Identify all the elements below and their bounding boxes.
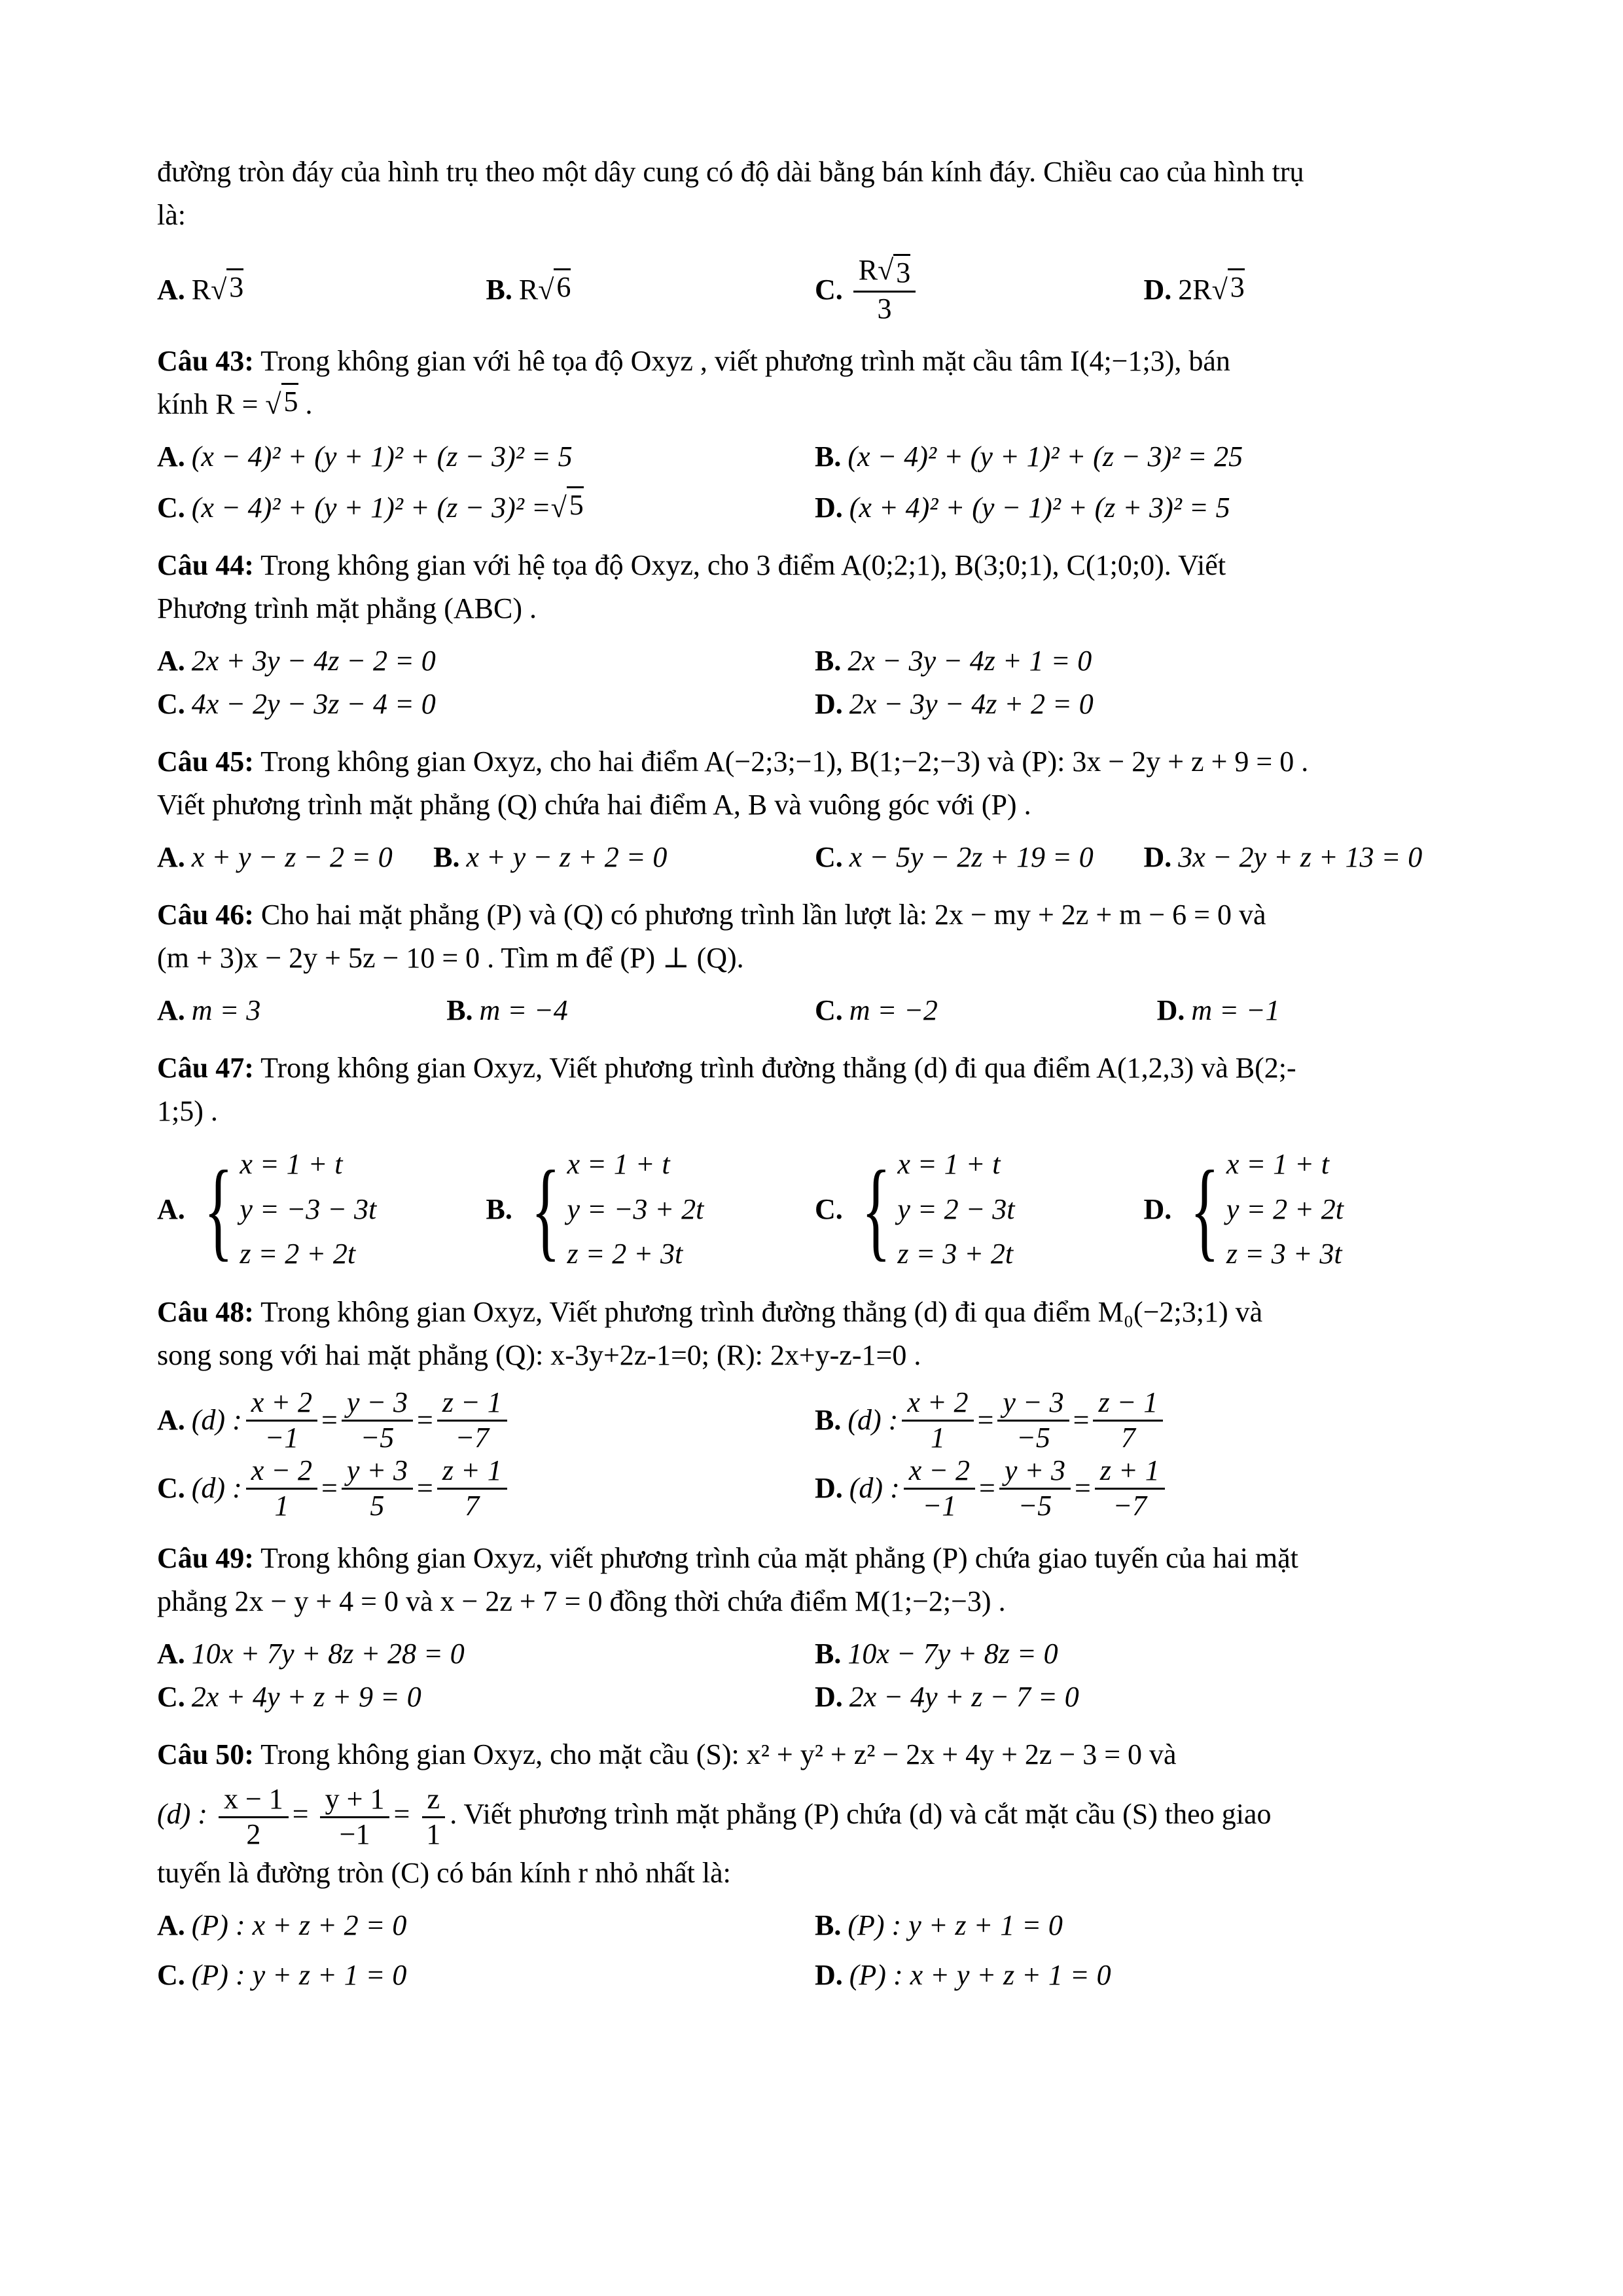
equation-system: { x = 1 + t y = 2 − 3t z = 3 + 2t (861, 1147, 1015, 1271)
q49-options (157, 1632, 1472, 1719)
q50-option-c: C. (P) : y + z + 1 = 0 (157, 1958, 407, 1991)
q50-option-d: D. (P) : x + y + z + 1 = 0 (815, 1958, 1111, 1991)
equation-system: { x = 1 + t y = 2 + 2t z = 3 + 3t (1190, 1147, 1344, 1271)
sqrt: √ 5 (551, 486, 584, 529)
q47-option-d: D. { x = 1 + t y = 2 + 2t z = 3 + 3t (1144, 1142, 1473, 1276)
q42-options (157, 254, 1472, 325)
fraction: $\frac{z}{1}$ (421, 1783, 446, 1851)
fraction: $\frac{y + 3}{-5}$ (999, 1454, 1071, 1522)
q44-options (157, 639, 1472, 726)
q47-options (157, 1142, 1472, 1276)
q47-option-a: A. { x = 1 + t y = −3 − 3t z = 2 + 2t (157, 1142, 486, 1276)
q45-option-b: B. x + y − z + 2 = 0 (433, 841, 668, 874)
q44-option-d: D. 2x − 3y − 4z + 2 = 0 (815, 688, 1094, 721)
q43-option-c: C. (x − 4)² + (y + 1)² + (z − 3)² = √ 5 (157, 486, 815, 529)
fraction: $\frac{z + 1}{7}$ (437, 1454, 507, 1522)
q49-option-c: C. 2x + 4y + z + 9 = 0 (157, 1681, 421, 1713)
question-label: Câu 47: (157, 1052, 254, 1085)
sqrt: √ 6 (538, 268, 571, 312)
question-44: Câu 44: Trong không gian với hệ tọa độ Oxyz, cho 3 điểm A(0;2;1), B(3;0;1), C(1;0;0). Viết Phương trình mặt phẳng (ABC) . A. 2x + 3y − 4z − 2 = 0 B. 2x − 3y − 4z + 1 = 0 C. 4x − 2y − 3z − 4 = 0 D. 2x − 3y − 4z + 2 = 0 (157, 544, 1472, 726)
q42-option-a: A. R √ 3 (157, 254, 486, 325)
q46-option-c: C. m = −2 (814, 994, 938, 1027)
q43-option-b: B. (x − 4)² + (y + 1)² + (z − 3)² = 25 (815, 440, 1243, 473)
question-45: Câu 45: Trong không gian Oxyz, cho hai điểm A(−2;3;−1), B(1;−2;−3) và (P): 3x − 2y + z + 9 = 0 . Viết phương trình mặt phẳng (Q) chứa hai điểm A, B và vuông góc với (P) . A. x + y − z − 2 = 0 B. x + y − z + 2 = 0 C. x − 5y − 2z + 19 = 0 D. 3x − 2y + z + 13 = 0 (157, 740, 1472, 879)
sqrt: √ 5 (265, 383, 298, 426)
q49-option-d: D. 2x − 4y + z − 7 = 0 (815, 1681, 1079, 1713)
q42-option-b: B. R √ 6 (486, 254, 815, 325)
q42-option-c: C. R √ 3 3 (815, 254, 1144, 325)
q50-option-a: A. (P) : x + z + 2 = 0 (157, 1909, 407, 1941)
exam-page (157, 151, 1472, 2000)
sqrt: √ 3 (1212, 268, 1245, 312)
q47-option-c: C. { x = 1 + t y = 2 − 3t z = 3 + 2t (815, 1142, 1144, 1276)
fraction: $\frac{x + 2}{1}$ (902, 1386, 973, 1454)
q46-option-d: D. m = −1 (1156, 994, 1280, 1027)
q49-option-a: A. 10x + 7y + 8z + 28 = 0 (157, 1638, 465, 1670)
q43-option-d: D. (x + 4)² + (y − 1)² + (z + 3)² = 5 (815, 492, 1230, 524)
q46-option-b: B. m = −4 (446, 994, 568, 1027)
q46-options (157, 989, 1472, 1032)
fraction: $\frac{x - 2}{1}$ (246, 1454, 317, 1522)
q50-options (157, 1904, 1472, 1997)
q44-option-b: B. 2x − 3y − 4z + 1 = 0 (815, 645, 1092, 677)
fraction: $\frac{x - 2}{-1}$ (904, 1454, 975, 1522)
q50-option-b: B. (P) : y + z + 1 = 0 (815, 1909, 1063, 1941)
question-label: Câu 44: (157, 549, 254, 582)
fraction: $\frac{y - 3}{-5}$ (342, 1386, 413, 1454)
question-label: Câu 50: (157, 1738, 254, 1771)
q44-option-a: A. 2x + 3y − 4z − 2 = 0 (157, 645, 436, 677)
q45-options (157, 836, 1472, 879)
q42-text (157, 151, 1472, 237)
q48-option-d: D. (d) : $\frac{x - 2}{-1}$ = $\frac{y + 3}{-5}$ = $\frac{z + 1}{-7}$ (815, 1454, 1472, 1522)
q44-option-c: C. 4x − 2y − 3z − 4 = 0 (157, 688, 436, 721)
question-48: Câu 48: Trong không gian Oxyz, Viết phương trình đường thẳng (d) đi qua điểm M₀(−2;3;1) và song song với hai mặt phẳng (Q): x-3y+2z-1=0; (R): 2x+y-z-1=0 . A. (d) : $\frac{x + 2}{-1}$ = $\frac{y - 3}{-5}$ = $\frac{z - 1}{-7}$ B. (d) : $\frac{x + 2}{1}$ = $\frac{y - 3}{-5}$ = $\frac{z - 1}{7}$ C. (d) : $\frac{x - 2}{1}$ = $\frac{y + 3}{5}$ = $\frac{z + 1}{7}$ D. (d) : $\frac{x - 2}{-1}$ = $\frac{y + 3}{-5}$ = $\frac{z + 1}{-7}$ (157, 1291, 1472, 1522)
question-label: Câu 46: (157, 899, 254, 931)
q48-option-b: B. (d) : $\frac{x + 2}{1}$ = $\frac{y - 3}{-5}$ = $\frac{z - 1}{7}$ (815, 1386, 1472, 1454)
q47-option-b: B. { x = 1 + t y = −3 + 2t z = 2 + 3t (486, 1142, 815, 1276)
question-label: Câu 48: (157, 1295, 254, 1328)
q43-options (157, 435, 1472, 529)
fraction: $\frac{z - 1}{-7}$ (437, 1386, 507, 1454)
question-43: Câu 43: Trong không gian với hê tọa độ Oxyz , viết phương trình mặt cầu tâm I(4;−1;3), bán kính R = √ 5 . A. (x − 4)² + (y + 1)² + (z − 3)² = 5 B. (x − 4)² + (y + 1)² + (z − 3)² = 25 C. (x − 4)² + (y + 1)² + (z − 3)² = √ 5 D. (x + 4)² + (y − 1)² + (z + 3)² = 5 (157, 340, 1472, 529)
equation-system: { x = 1 + t y = −3 + 2t z = 2 + 3t (531, 1147, 704, 1271)
equation-system: { x = 1 + t y = −3 − 3t z = 2 + 2t (204, 1147, 377, 1271)
q45-option-d: D. 3x − 2y + z + 13 = 0 (1143, 841, 1423, 874)
q48-option-a: A. (d) : $\frac{x + 2}{-1}$ = $\frac{y - 3}{-5}$ = $\frac{z - 1}{-7}$ (157, 1386, 815, 1454)
fraction: $\frac{y - 3}{-5}$ (997, 1386, 1069, 1454)
fraction: $\frac{z - 1}{7}$ (1093, 1386, 1163, 1454)
q45-option-c: C. x − 5y − 2z + 19 = 0 (814, 841, 1094, 874)
question-47: Câu 47: Trong không gian Oxyz, Viết phương trình đường thẳng (d) đi qua điểm A(1,2,3) và B(2;- 1;5) . A. { x = 1 + t y = −3 − 3t z = 2 + 2t B. { x = 1 + t y = −3 + 2t z = 2 + 3t C. { x = 1 + t y = 2 − 3t z = 3 + 2t D. { x = 1 + t y = 2 + 2t z = 3 + 3t (157, 1047, 1472, 1276)
sqrt: √ 3 (211, 268, 243, 312)
fraction: $\frac{y + 1}{-1}$ (320, 1783, 390, 1851)
q49-option-b: B. 10x − 7y + 8z = 0 (815, 1638, 1058, 1670)
question-label: Câu 45: (157, 745, 254, 778)
q46-option-a: A. m = 3 (157, 994, 261, 1027)
q43-option-a: A. (x − 4)² + (y + 1)² + (z − 3)² = 5 (157, 440, 573, 473)
question-46: Câu 46: Cho hai mặt phẳng (P) và (Q) có phương trình lần lượt là: 2x − my + 2z + m − 6 = 0 và (m + 3)x − 2y + 5z − 10 = 0 . Tìm m để (P) ⊥ (Q). A. m = 3 B. m = −4 C. m = −2 D. m = −1 (157, 893, 1472, 1032)
q42-text-line1: đường tròn đáy của hình trụ theo một dây cung có độ dài bằng bán kính đáy. Chiều cao của hình trụ (157, 156, 1304, 188)
q42-option-d: D. 2R √ 3 (1144, 254, 1473, 325)
fraction: $\frac{z + 1}{-7}$ (1095, 1454, 1165, 1522)
question-label: Câu 43: (157, 345, 254, 378)
q45-option-a: A. x + y − z − 2 = 0 (157, 841, 393, 874)
fraction: $\frac{x - 1}{2}$ (219, 1783, 289, 1851)
q48-option-c: C. (d) : $\frac{x - 2}{1}$ = $\frac{y + 3}{5}$ = $\frac{z + 1}{7}$ (157, 1454, 815, 1522)
question-label: Câu 49: (157, 1542, 254, 1575)
q42-text-line2: là: (157, 199, 186, 231)
fraction: R √ 3 3 (853, 254, 916, 325)
q48-options (157, 1386, 1472, 1522)
fraction: $\frac{x + 2}{-1}$ (246, 1386, 317, 1454)
question-50: Câu 50: Trong không gian Oxyz, cho mặt cầu (S): x² + y² + z² − 2x + 4y + 2z − 3 = 0 và (d) : $\frac{x - 1}{2}$ = $\frac{y + 1}{-1}$ = $\frac{z}{1}$ . Viết phương trình mặt phẳng (P) chứa (d) và cắt mặt cầu (S) theo giao tuyến là đường tròn (C) có bán kính r nhỏ nhất là: A. (P) : x + z + 2 = 0 B. (P) : y + z + 1 = 0 C. (P) : y + z + 1 = 0 D. (P) : x + y + z + 1 = 0 (157, 1733, 1472, 1996)
question-49: Câu 49: Trong không gian Oxyz, viết phương trình của mặt phẳng (P) chứa giao tuyến của hai mặt phẳng 2x − y + 4 = 0 và x − 2z + 7 = 0 đồng thời chứa điểm M(1;−2;−3) . A. 10x + 7y + 8z + 28 = 0 B. 10x − 7y + 8z = 0 C. 2x + 4y + z + 9 = 0 D. 2x − 4y + z − 7 = 0 (157, 1537, 1472, 1719)
fraction: $\frac{y + 3}{5}$ (342, 1454, 413, 1522)
